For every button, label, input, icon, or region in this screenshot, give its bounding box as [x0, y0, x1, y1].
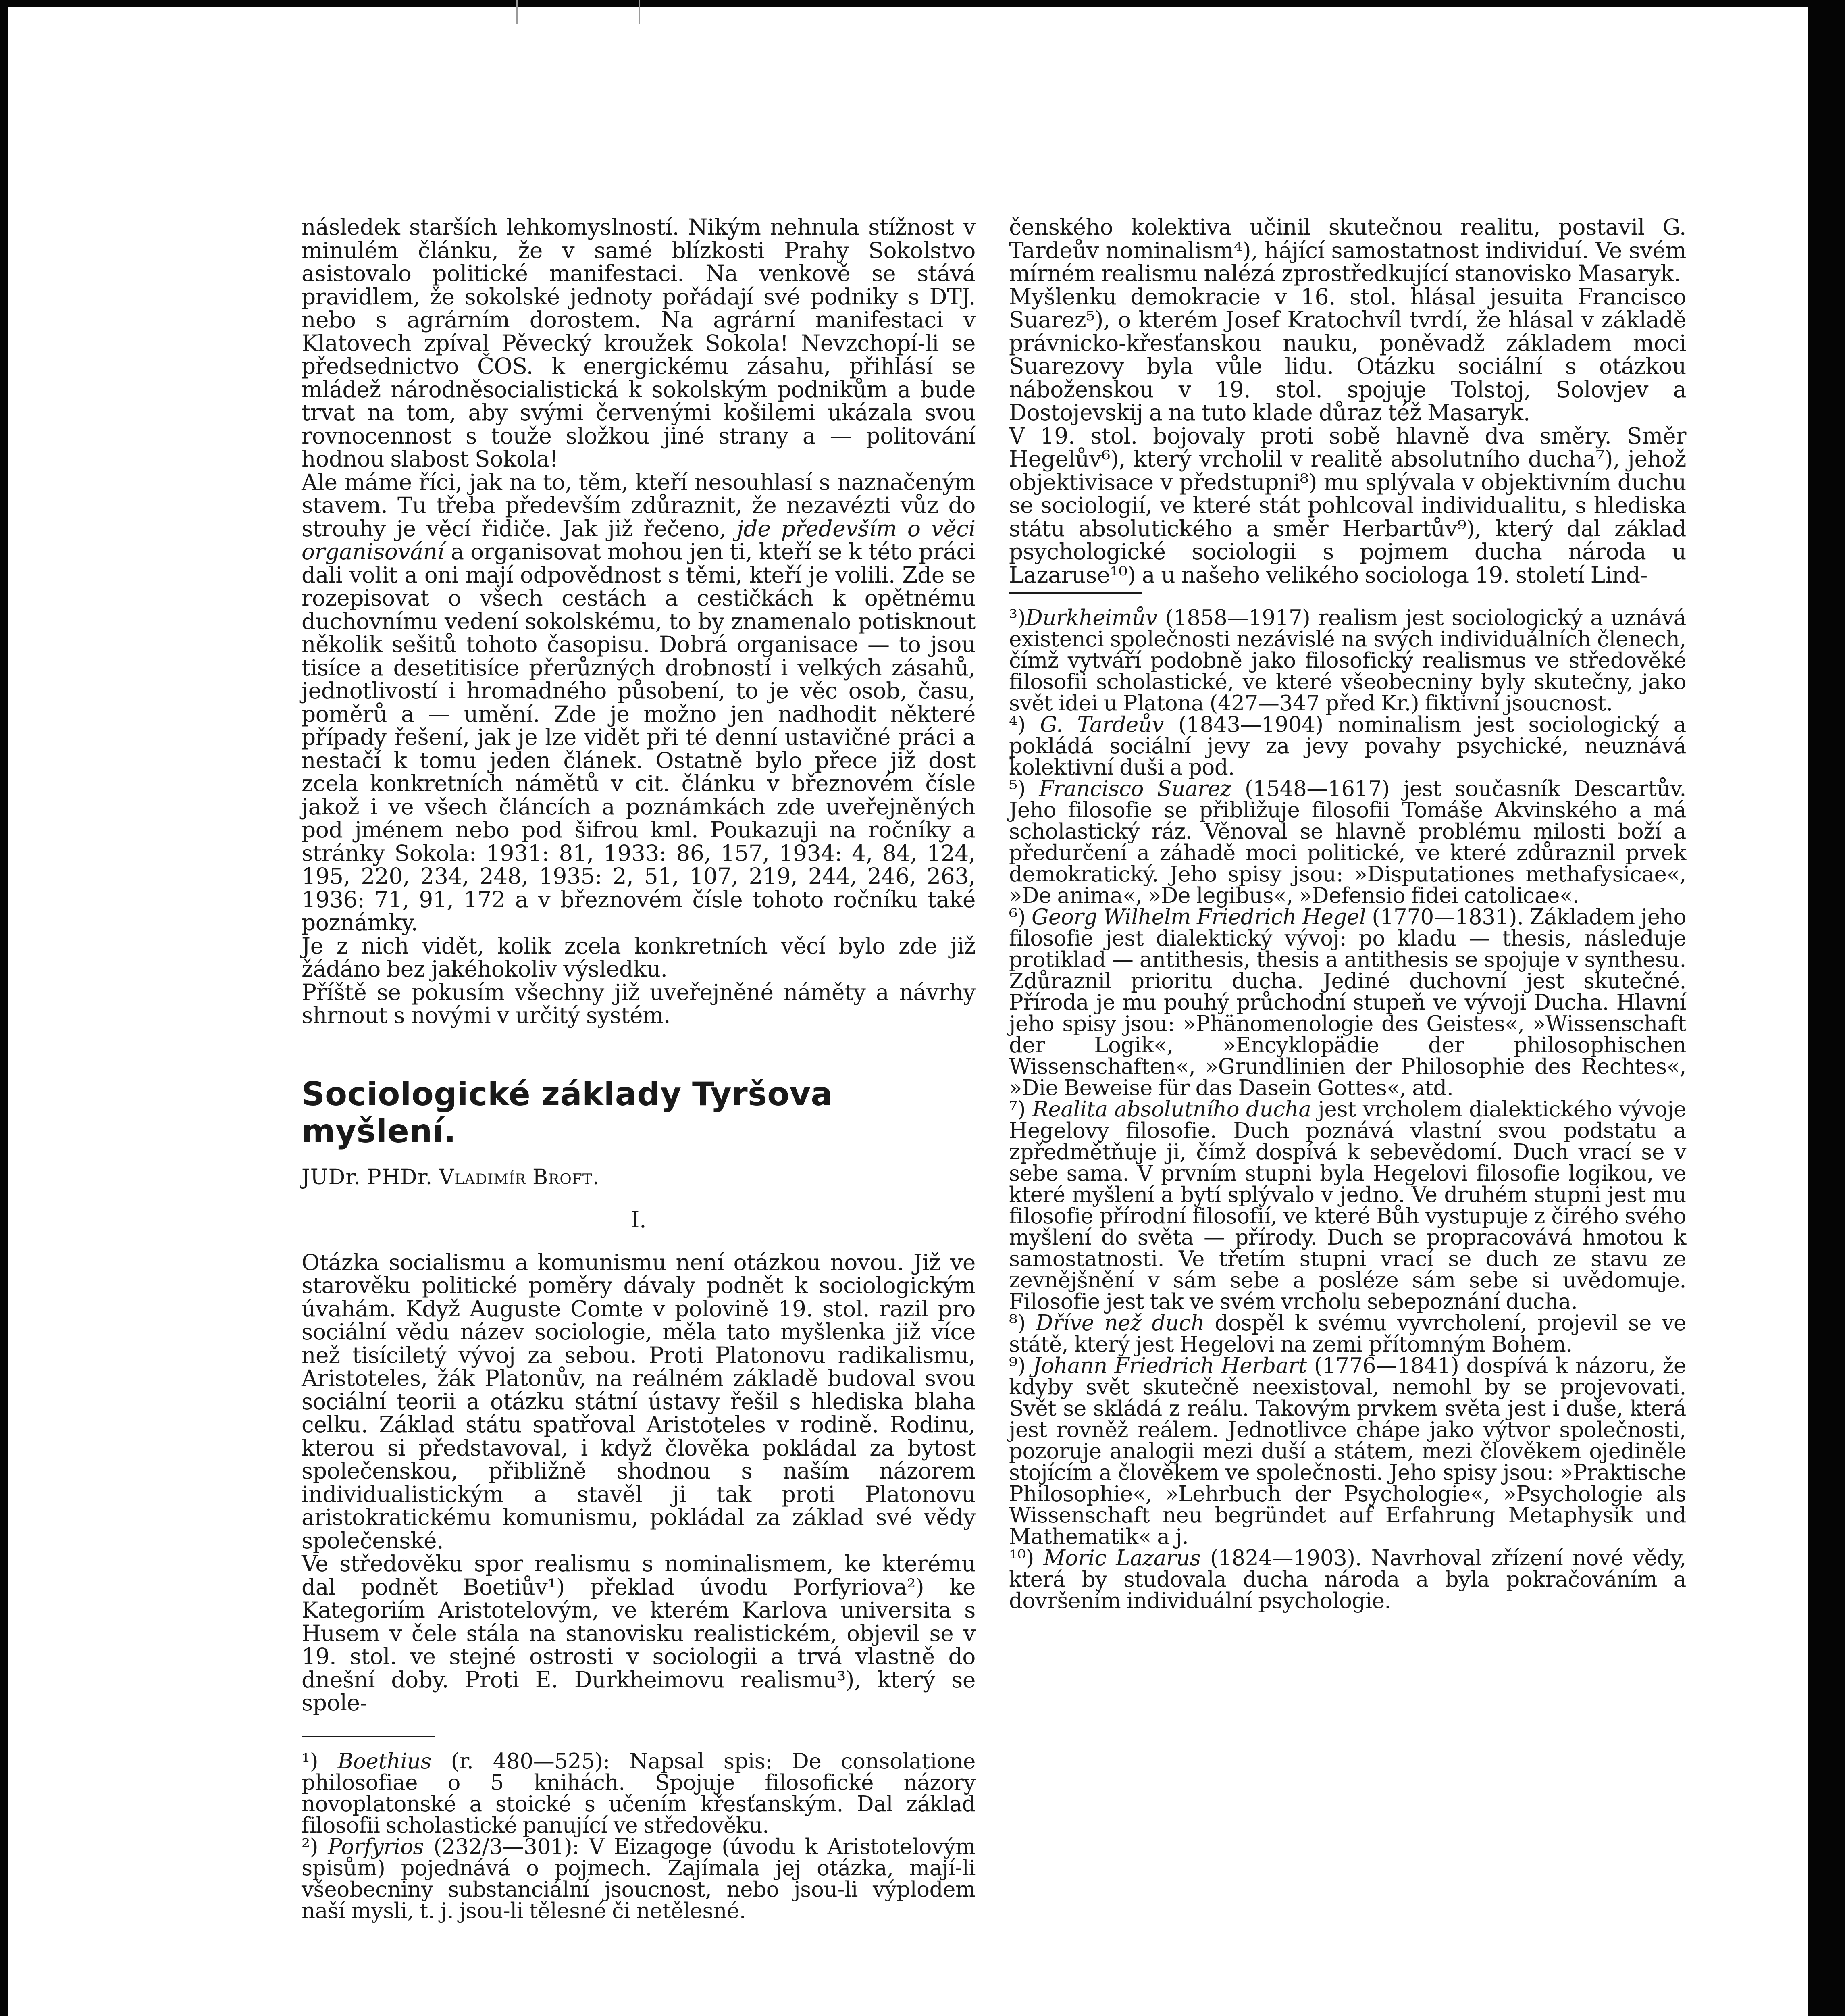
article-title: Sociologické základy Tyršova myšlení. [302, 1075, 833, 1150]
italic-phrase: jde především o věci organisování [302, 515, 976, 564]
left-column [302, 216, 976, 1922]
paragraph: V 19. stol. bojovaly proti sobě hlavně dva směry. Směr Hegelův⁶), který vrcholil v realitě absolutního ducha⁷), jehož objektivisace v předstupni⁸) mu splývala v objektivním duchu se sociologií, ve které stát pohlcoval individualitu, s hlediska státu absolutického a směr Herbartův⁹), který dal základ psychologické sociologii s pojmem ducha národa u Lazaruse¹⁰) a u našeho velikého sociologa 19. století Lind- [1009, 423, 1686, 588]
scan-border-right [1808, 0, 1845, 2016]
footnote: ⁶) Georg Wilhelm Friedrich Hegel (1770—1831). Základem jeho filosofie jest dialektický vývoj: po kladu — thesis, následuje protiklad — antithesis, thesis a antithesis se spojuje v synthesu. Zdůraznil prioritu ducha. Jediné duchovní jest skutečné. Příroda je mu pouhý průchodní stupeň ve vývoji Ducha. Hlavní jeho spisy jsou: »Phänomenologie des Geistes«, »Wissenschaft der Logik«, »Encyklopädie der philosophischen Wissenschaften«, »Grundlinien der Philosophie des Rechtes«, »Die Beweise für das Dasein Gottes«, atd. [1009, 905, 1686, 1100]
footnote: ⁷) Realita absolutního ducha jest vrcholem dialektického vývoje Hegelovy filosofie. Duch poznává vlastní svou podstatu a zpředmětňuje ji, čímž dospívá k sebevědomí. Duch vrací se v sebe sama. V prvním stupni byla Hegelovi filosofie logikou, ve které myšlení a bytí splývalo v jedno. Ve druhém stupni jest mu filosofie přírodní filosofií, ve které Bůh vystupuje z čirého svého myšlení do světa — přírody. Duch se propracovává hmotou k samostatnosti. Ve třetím stupni vrací se duch ze stavu ze zevnějšnění v sám sebe a posléze sám sebe si uvědomuje. Filosofie jest tak ve svém vrcholu sebepoznání ducha. [1009, 1097, 1687, 1314]
right-column [1009, 216, 1686, 1612]
scan-border-left [0, 0, 8, 2016]
footnote: ²) Porfyrios (232/3—301): V Eizagoge (úvodu k Aristotelovým spisům) pojednává o pojmech. Zajímala jej otázka, mají-li všeobecniny substanciální jsoucnost, nebo jsou-li výplodem naší mysli, t. j. jsou-li tělesné či netělesné. [302, 1834, 976, 1923]
footnote: ¹) Boethius (r. 480—525): Napsal spis: De consolatione philosofiae o 5 knihách. Spojuje filosofické názory novoplatonské a stoické s učením křesťanským. Dal základ filosofii scholastické panující ve středověku. [302, 1749, 976, 1838]
paragraph: následek starších lehkomyslností. Nikým nehnula stížnost v minulém článku, že v samé blízkosti Prahy Sokolstvo asistovalo politické manifestaci. Na venkově se stává pravidlem, že sokolské jednoty pořádají své podniky s DTJ. nebo s agrárním dorostem. Na agrární manifestaci v Klatovech zpíval Pěvecký kroužek Sokola! Nevzchopí-li se předsednictvo ČOS. k energickému zásahu, přihlásí se mládež národněsocialistická k sokolským podnikům a bude trvat na tom, aby svými červenými košilemi ukázala svou rovnocennost s touže složkou jiné strany a — politování hodnou slabost Sokola! [302, 214, 976, 472]
paragraph: čenského kolektiva učinil skutečnou realitu, postavil G. Tardeův nominalism⁴), hájící samostatnost individuí. Ve svém mírném realismu nalézá zprostředkující stanovisko Masaryk. [1009, 214, 1686, 286]
footnote: ¹⁰) Moric Lazarus (1824—1903). Navrhoval zřízení nové vědy, která by studovala ducha národa a byla pokračováním a dovršením individuální psychologie. [1009, 1546, 1686, 1613]
binding-tab [516, 0, 640, 24]
byline: JUDr. PHDr. Vladimír Broft. [302, 1165, 600, 1189]
footnote: ⁹) Johann Friedrich Herbart (1776—1841) dospívá k názoru, že kdyby svět skutečně neexistoval, nemohl by se projevovati. Svět se skládá z reálu. Takovým prvkem světa jest i duše, která jest rovněž reálem. Jednotlivce chápe jako výtvor společnosti, pozoruje analogii mezi duší a státem, mezi člověkem ojediněle stojícím a člověkem ve společnosti. Jeho spisy jsou: »Praktische Philosophie«, »Lehrbuch der Psychologie«, »Psychologie als Wissenschaft neu begründet auf Erfahrung Metaphysik und Mathematik« a j. [1009, 1354, 1686, 1549]
footnote: ⁴) G. Tardeův (1843—1904) nominalism jest sociologický a pokládá sociální jevy za jevy povahy psychické, neuznává kolektivní duši a pod. [1009, 712, 1686, 780]
author-name: Vladimír Broft. [439, 1165, 600, 1189]
footnote: ⁵) Francisco Suarez (1548—1617) jest současník Descartův. Jeho filosofie se přibližuje filosofii Tomáše Akvinského a má scholastický ráz. Věnoval se hlavně problému milosti boží a předurčení a záhadě moci politické, ve které zdůraznil prvek demokratický. Jeho spisy jsou: »Disputationes methafysicae«, »De anima«, »De legibus«, »Defensio fidei catolicae«. [1009, 777, 1686, 908]
paragraph: Otázka socialismu a komunismu není otázkou novou. Již ve starověku politické poměry dávaly podnět k sociologickým úvahám. Když Auguste Comte v polovině 19. stol. razil pro sociální vědu název sociologie, měla tato myšlenka již více než tisíciletý vývoj za sebou. Proti Platonovu radikalismu, Aristoteles, žák Platonův, na reálném základě budoval svou sociální teorii a otázku státní ústavy řešil s hlediska blaha celku. Základ státu spatřoval Aristoteles v rodině. Rodinu, kterou si představoval, i když člověka pokládal za bytost společenskou, přibližně shodnou s naším názorem individualistickým a stavěl ji tak proti Platonovu aristokratickému komunismu, pokládal za základ své vědy společenské. [302, 1249, 976, 1554]
paragraph: Ale máme říci, jak na to, těm, kteří nesouhlasí s naznačeným stavem. Tu třeba především zdůraznit, že nezavézti vůz do strouhy je věcí řidiče. Jak již řečeno, jde především o věci organisování a organisovat mohou jen ti, kteří se k této práci dali volit a oni mají odpovědnost s těmi, kteří je volili. Zde se rozepisovat o všech cestách a cestičkách k opětnému duchovnímu vedení sokolskému, to by znamenalo potisknout několik sešitů tohoto časopisu. Dobrá organisace — to jsou tisíce a desetitisíce přerůzných drobností i velkých zásahů, jednotlivostí i hromadného působení, to je věc osob, času, poměrů a — umění. Zde je možno jen nadhodit některé případy řešení, jak je lze vidět při té denní ustavičné práci a nestačí k tomu jeden článek. Ostatně bylo přece již dost zcela konkretních námětů v cit. článku v březnovém čísle jakož i ve všech článcích a poznámkách zde uveřejněných pod jménem nebo pod šifrou kml. Poukazuji na ročníky a stránky Sokola: 1931: 81, 1933: 86, 157, 1934: 4, 84, 124, 195, 220, 234, 248, 1935: 2, 51, 107, 219, 244, 246, 263, 1936: 71, 91, 172 a v březnovém čísle tohoto ročníku také poznámky. [302, 469, 976, 935]
paragraph: Příště se pokusím všechny již uveřejněné náměty a návrhy shrnout s novými v určitý systém. [302, 979, 976, 1028]
footnote-rule [302, 1736, 435, 1737]
footnote: ³)Durkheimův (1858—1917) realism jest sociologický a uznává existenci společnosti nezávislé na svých individuálních členech, čímž vytváří podobně jako filosofický realismus ve středověké filosofii scholastické, ve které všeobecniny byly skutečny, jako svět idei u Platona (427—347 před Kr.) fiktivní jsoucnost. [1009, 606, 1686, 716]
scan-border-top [0, 0, 1845, 7]
footnote-rule [1009, 592, 1142, 594]
footnote: ⁸) Dříve než duch dospěl k svému vyvrcholení, projevil se ve státě, který jest Hegelovi na zemi přítomným Bohem. [1009, 1311, 1686, 1357]
paragraph: Myšlenku demokracie v 16. stol. hlásal jesuita Francisco Suarez⁵), o kterém Josef Kratochvíl tvrdí, že hlásal v základě právnicko-křesťanskou nauku, poněvadž základem moci Suarezovy byla vůle lidu. Otázku sociální s otázkou náboženskou v 19. stol. spojuje Tolstoj, Solovjev a Dostojevskij a na tuto klade důraz též Masaryk. [1009, 283, 1686, 425]
section-number: I. [630, 1207, 647, 1233]
paragraph: Je z nich vidět, kolik zcela konkretních věcí bylo zde již žádáno bez jakéhokoliv výsledku. [302, 933, 976, 982]
paragraph: Ve středověku spor realismu s nominalismem, ke kterému dal podnět Boetiův¹) překlad úvodu Porfyriova²) ke Kategoriím Aristotelovým, ve kterém Karlova universita s Husem v čele stála na stanovisku realistickém, objevil se v 19. stol. ve stejné ostrosti v sociologii a trvá vlastně do dnešní doby. Proti E. Durkheimovu realismu³), který se spole- [302, 1551, 976, 1716]
